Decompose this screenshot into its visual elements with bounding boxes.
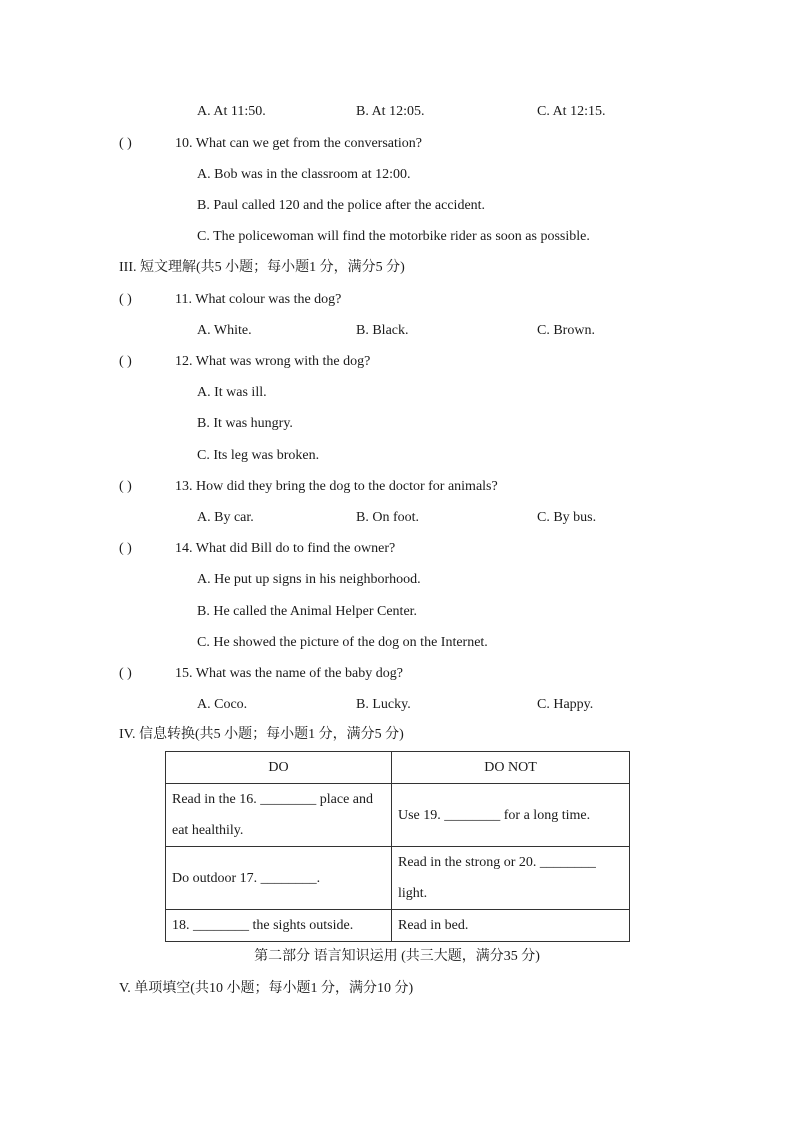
q15-option-a: A. Coco.: [197, 697, 248, 712]
q14-option-b: B. He called the Animal Helper Center.: [197, 604, 418, 619]
q11-option-a: A. White.: [197, 323, 252, 338]
q10-option-c: C. The policewoman will find the motorbike rider as soon as possible.: [197, 229, 590, 244]
q11-answer-blank: ( ): [119, 292, 132, 307]
table-cell: Read in bed.: [392, 910, 630, 942]
table-cell: Use 19. ________ for a long time.: [392, 784, 630, 847]
q12-option-c: C. Its leg was broken.: [197, 448, 320, 463]
q13-question: 13. How did they bring the dog to the doctor for animals?: [175, 479, 498, 494]
table-row: [166, 910, 630, 942]
q15-answer-blank: ( ): [119, 666, 132, 681]
q14-answer-blank: ( ): [119, 541, 132, 556]
q14-question: 14. What did Bill do to find the owner?: [175, 541, 396, 556]
section-4-heading: IV. 信息转换(共5 小题；每小题1 分，满分5 分): [119, 727, 404, 742]
q12-answer-blank: ( ): [119, 354, 132, 369]
q14-option-a: A. He put up signs in his neighborhood.: [197, 572, 421, 587]
q12-question: 12. What was wrong with the dog?: [175, 354, 371, 369]
table-cell: 18. ________ the sights outside.: [166, 910, 392, 942]
info-table: [165, 751, 630, 942]
section-5-heading: V. 单项填空(共10 小题；每小题1 分，满分10 分): [119, 981, 414, 996]
table-cell: Read in the 16. ________ place and eat healthily.: [166, 784, 392, 847]
q13-option-a: A. By car.: [197, 510, 254, 525]
part-2-heading: 第二部分 语言知识运用 (共三大题，满分35 分): [254, 949, 540, 964]
q10-question: 10. What can we get from the conversation?: [175, 136, 422, 151]
q15-option-c: C. Happy.: [537, 697, 594, 712]
q11-question: 11. What colour was the dog?: [175, 292, 342, 307]
q10-answer-blank: ( ): [119, 136, 132, 151]
table-header-do: DO: [166, 752, 392, 784]
q13-option-c: C. By bus.: [537, 510, 597, 525]
q10-option-b: B. Paul called 120 and the police after the accident.: [197, 198, 486, 213]
q11-option-c: C. Brown.: [537, 323, 595, 338]
q9-option-a: A. At 11:50.: [197, 104, 266, 119]
table-row: [166, 847, 630, 910]
q14-option-c: C. He showed the picture of the dog on the Internet.: [197, 635, 488, 650]
table-row: [166, 784, 630, 847]
q11-option-b: B. Black.: [356, 323, 409, 338]
table-header-row: [166, 752, 630, 784]
q10-option-a: A. Bob was in the classroom at 12:00.: [197, 167, 411, 182]
q15-question: 15. What was the name of the baby dog?: [175, 666, 403, 681]
table-cell: Read in the strong or 20. ________ light.: [392, 847, 630, 910]
q15-option-b: B. Lucky.: [356, 697, 411, 712]
q13-option-b: B. On foot.: [356, 510, 419, 525]
q12-option-b: B. It was hungry.: [197, 416, 293, 431]
q9-option-b: B. At 12:05.: [356, 104, 425, 119]
table-cell: Do outdoor 17. ________.: [166, 847, 392, 910]
q9-option-c: C. At 12:15.: [537, 104, 606, 119]
section-3-heading: III. 短文理解(共5 小题；每小题1 分，满分5 分): [119, 260, 405, 275]
q13-answer-blank: ( ): [119, 479, 132, 494]
q12-option-a: A. It was ill.: [197, 385, 267, 400]
table-header-do-not: DO NOT: [392, 752, 630, 784]
